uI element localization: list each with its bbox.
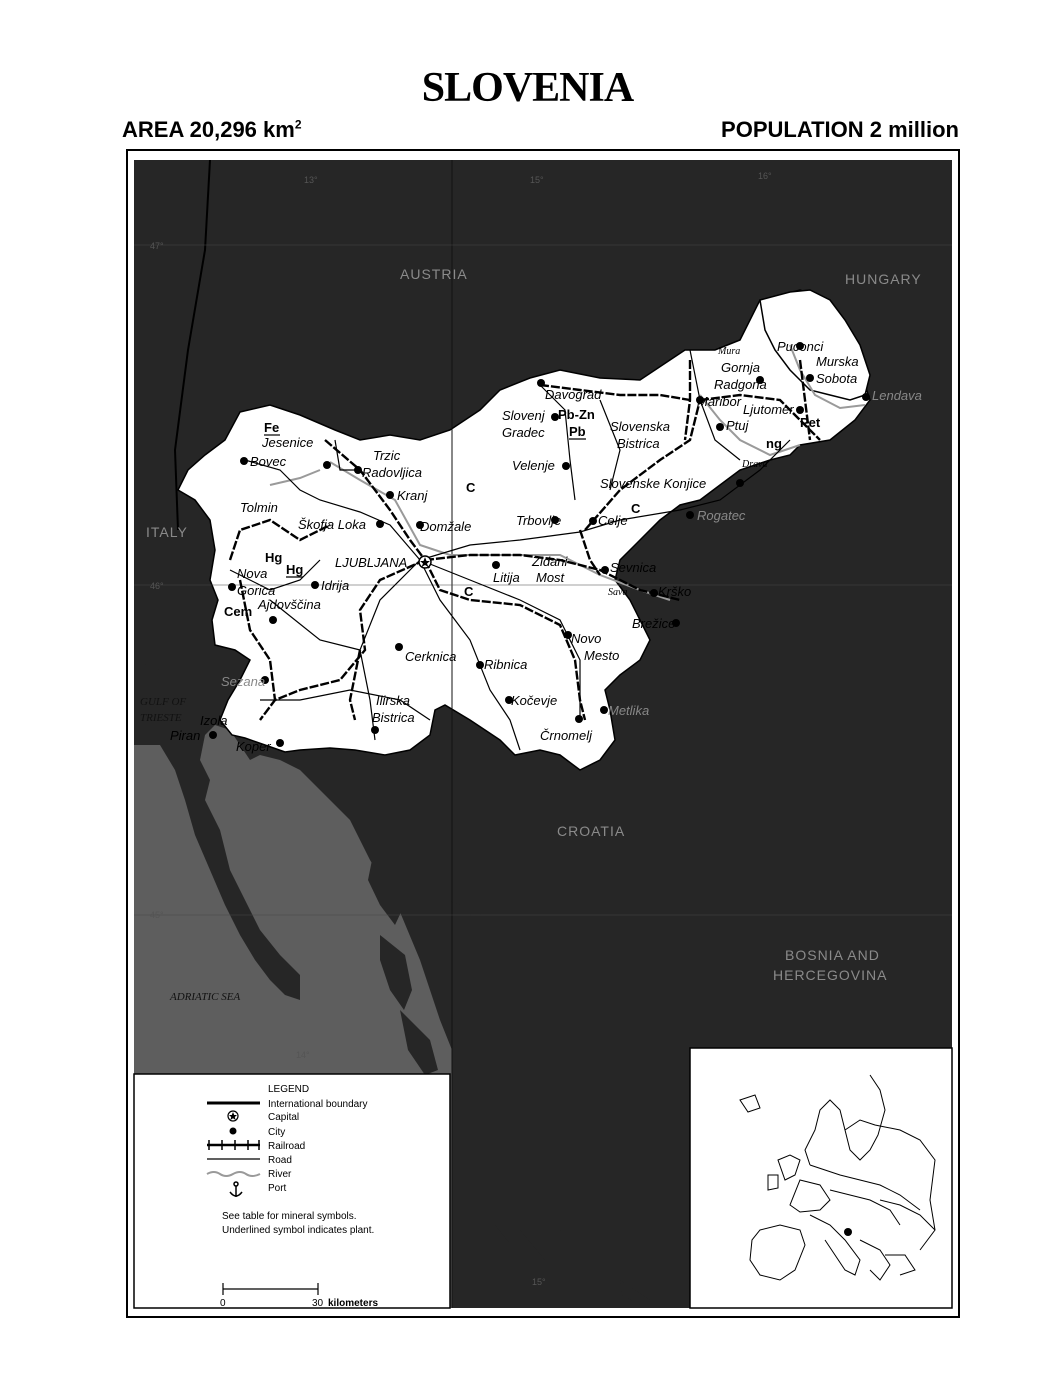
city-jesenice: Jesenice	[262, 435, 314, 450]
city-rogatec: Rogatec	[697, 508, 746, 523]
grid-lon-15: 15°	[530, 175, 544, 185]
city-nova: Nova	[237, 566, 268, 581]
grid-lon-15-bottom: 15°	[532, 1277, 546, 1287]
legend-note-2: Underlined symbol indicates plant.	[222, 1225, 375, 1236]
city-celje: Celje	[598, 513, 628, 528]
grid-lat-45: 45°	[150, 910, 164, 920]
mineral-hg-2: Hg	[286, 562, 304, 577]
city-puconci: Puconci	[777, 339, 824, 354]
mineral-pet: Pet	[800, 415, 821, 430]
map-title: SLOVENIA	[421, 65, 634, 111]
grid-lat-47: 47°	[150, 241, 164, 251]
legend-port: Port	[268, 1183, 287, 1194]
city-piran: Piran	[170, 728, 201, 743]
europe-locator-inset	[690, 1048, 952, 1308]
city-ilirska-line2: Bistrica	[372, 710, 415, 725]
country-italy: ITALY	[146, 524, 188, 540]
mineral-c-3: C	[631, 501, 641, 516]
area-superscript: 2	[294, 117, 302, 132]
mineral-pb: Pb	[569, 424, 586, 439]
city-radgona: Radgona	[714, 377, 767, 392]
city-domzale: Domžale	[420, 519, 472, 534]
city-murska-line1: Murska	[816, 354, 859, 369]
scale-unit: kilometers	[328, 1298, 379, 1309]
sea-gulf-line1: GULF OF	[140, 696, 187, 708]
legend-railroad: Railroad	[268, 1141, 306, 1152]
city-zidani-line2: Most	[536, 570, 565, 585]
country-croatia: CROATIA	[557, 823, 626, 839]
slovenia-locator-dot	[844, 1228, 852, 1236]
city-novo-line2: Mesto	[584, 648, 620, 663]
capital-star-icon	[419, 556, 431, 568]
scale-end: 30	[312, 1298, 324, 1309]
city-trbovlje: Trbovlje	[516, 513, 562, 528]
legend-box	[134, 1074, 450, 1309]
sea-gulf-line2: TRIESTE	[140, 712, 182, 724]
city-radovljica: Radovljica	[362, 465, 422, 480]
population-label: POPULATION 2 million	[721, 117, 959, 142]
sea-adriatic: ADRIATIC SEA	[170, 991, 241, 1003]
grid-lon-14-bottom: 14°	[296, 1050, 310, 1060]
city-gorica: Gorica	[237, 583, 276, 598]
country-hungary: HUNGARY	[845, 271, 922, 287]
mineral-hg-1: Hg	[265, 550, 283, 565]
river-label-sava: Sava	[608, 587, 628, 598]
mineral-c-2: C	[464, 584, 474, 599]
city-murska-line2: Sobota	[816, 371, 858, 386]
grid-lon-13: 13°	[304, 175, 318, 185]
city-maribor: Maribor	[697, 394, 742, 409]
legend-city-icon	[230, 1128, 237, 1135]
legend-note-1: See table for mineral symbols.	[222, 1211, 357, 1222]
city-slovenske-konjice: Slovenske Konjice	[600, 476, 707, 491]
city-slovenj: Slovenj	[502, 408, 545, 423]
city-zidani-line1: Zidani	[532, 554, 568, 569]
legend-title: LEGEND	[268, 1084, 310, 1095]
area-value: AREA 20,296 km	[122, 117, 295, 142]
city-ljutomer: Ljutomer	[743, 402, 794, 417]
city-novo-line1: Novo	[571, 631, 602, 646]
river-label-mura: Mura	[718, 346, 741, 357]
city-sezana: Sezana	[221, 674, 266, 689]
city-cerknica: Cerknica	[405, 649, 457, 664]
city-velenje: Velenje	[512, 458, 555, 473]
city-bovec: Bovec	[250, 454, 287, 469]
scale-zero: 0	[220, 1298, 226, 1309]
legend-capital: Capital	[268, 1112, 300, 1123]
legend-road: Road	[268, 1155, 292, 1166]
city-lendava: Lendava	[872, 388, 922, 403]
city-ljubljana: LJUBLJANA	[335, 555, 408, 570]
country-austria: AUSTRIA	[400, 266, 468, 282]
city-metlika: Metlika	[608, 703, 650, 718]
city-idrija: Idrija	[321, 578, 350, 593]
country-bosnia-line1: BOSNIA AND	[785, 947, 880, 963]
city-slovenska-line2: Bistrica	[617, 436, 660, 451]
city-kranj: Kranj	[397, 488, 428, 503]
city-krsko: Krško	[658, 584, 692, 599]
city-litija: Litija	[493, 570, 520, 585]
mineral-cem: Cem	[224, 604, 253, 619]
mineral-c-1: C	[466, 480, 476, 495]
mineral-fe: Fe	[264, 420, 280, 435]
grid-lon-16: 16°	[758, 171, 772, 181]
city-ilirska-line1: Ilirska	[376, 693, 410, 708]
city-brezice: Brežice	[632, 616, 676, 631]
city-gradec: Gradec	[502, 425, 545, 440]
city-trzic: Trzic	[373, 448, 401, 463]
legend-international: International boundary	[268, 1099, 368, 1110]
city-ajdovscina: Ajdovščina	[258, 597, 321, 612]
city-slovenska-line1: Slovenska	[610, 419, 670, 434]
city-izola: Izola	[200, 713, 228, 728]
mineral-ng: ng	[766, 436, 782, 451]
river-label-drava: Drava	[742, 459, 768, 470]
city-kocevje: Kočevje	[511, 693, 558, 708]
city-crnomelj: Črnomelj	[540, 728, 593, 743]
mineral-pb-zn: Pb-Zn	[558, 407, 595, 422]
legend-city: City	[268, 1127, 286, 1138]
grid-lat-46: 46°	[150, 581, 164, 591]
city-tolmin: Tolmin	[240, 500, 278, 515]
city-ptuj: Ptuj	[726, 418, 749, 433]
city-davograd: Davograd	[545, 387, 602, 402]
city-skofja-loka: Škofja Loka	[298, 517, 366, 532]
city-sevnica: Sevnica	[610, 560, 657, 575]
city-ribnica: Ribnica	[484, 657, 528, 672]
city-koper: Koper	[236, 739, 271, 754]
country-bosnia-line2: HERCEGOVINA	[773, 967, 888, 983]
legend-river: River	[268, 1169, 292, 1180]
city-gornja: Gornja	[721, 360, 761, 375]
